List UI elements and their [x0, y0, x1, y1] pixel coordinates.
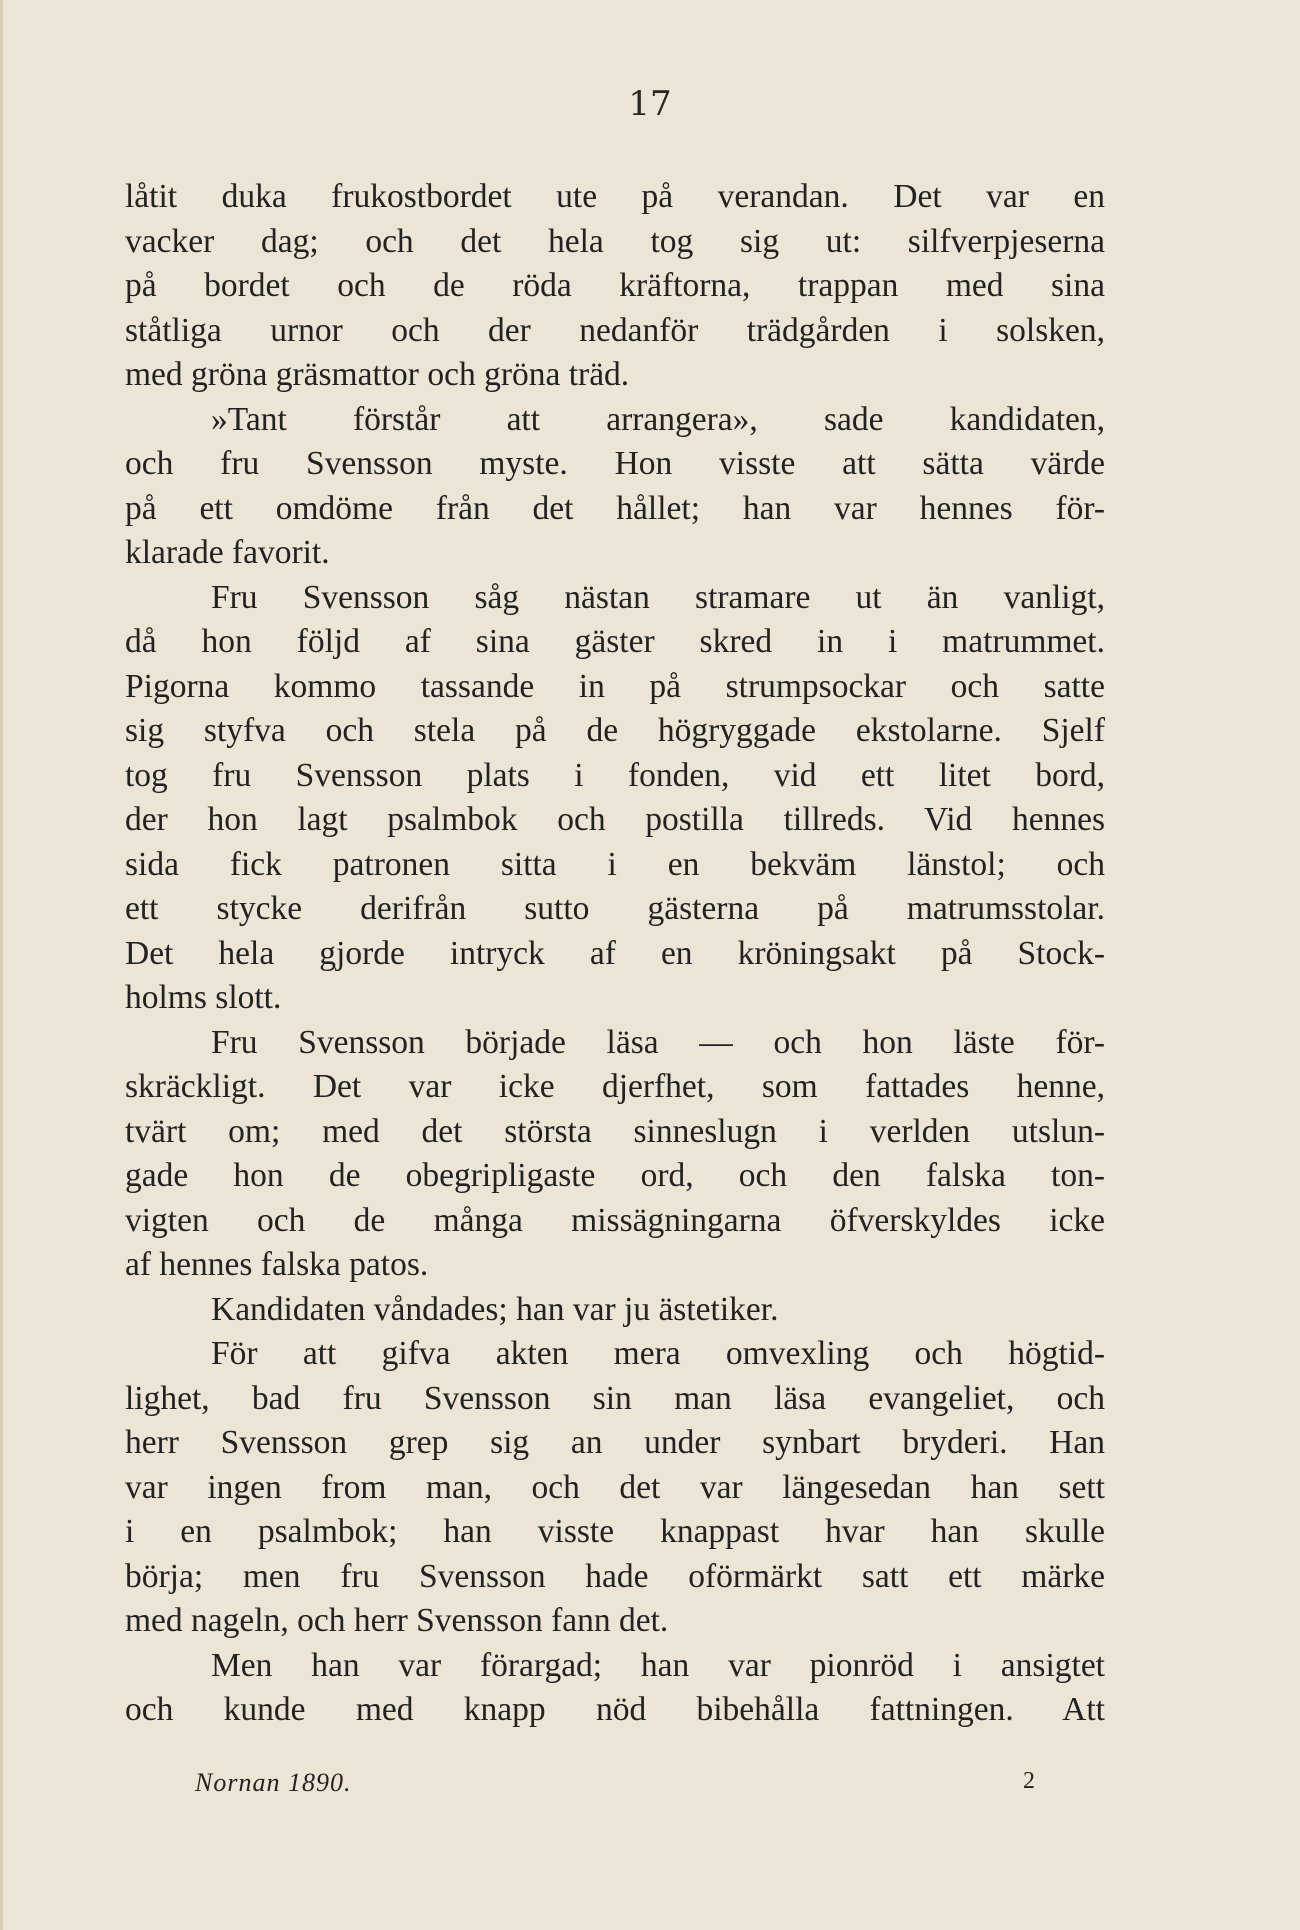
- text-line: vacker dag; och det hela tog sig ut: silfverpjeserna: [125, 222, 1105, 260]
- text-line: med gröna gräsmattor och gröna träd.: [125, 356, 630, 393]
- text-line: Kandidaten våndades; han var ju ästetiker.: [211, 1290, 779, 1328]
- text-line: sida fick patronen sitta i en bekväm länstol; och: [125, 845, 1105, 883]
- text-line: låtit duka frukostbordet ute på verandan. Det var en: [125, 178, 1105, 215]
- text-line: sig styfva och stela på de högryggade ekstolarne. Sjelf: [125, 712, 1105, 749]
- text-line: tog fru Svensson plats i fonden, vid ett litet bord,: [125, 756, 1105, 794]
- footer-signature-mark: 2: [1023, 1768, 1035, 1794]
- text-line: Fru Svensson började läsa — och hon läste för-: [211, 1023, 1105, 1061]
- text-line: klarade favorit.: [125, 534, 330, 571]
- text-line: på bordet och de röda kräftorna, trappan med sina: [125, 267, 1105, 304]
- text-line: Fru Svensson såg nästan stramare ut än vanligt,: [211, 578, 1105, 616]
- text-line: lighet, bad fru Svensson sin man läsa evangeliet, och: [125, 1379, 1105, 1417]
- text-line: af hennes falska patos.: [125, 1246, 429, 1283]
- text-line: på ett omdöme från det hållet; han var hennes för-: [125, 489, 1105, 527]
- text-line: skräckligt. Det var icke djerfhet, som fattades henne,: [125, 1068, 1105, 1105]
- text-line: och fru Svensson myste. Hon visste att sätta värde: [125, 445, 1105, 482]
- text-line: var ingen from man, och det var längesedan han sett: [125, 1468, 1105, 1506]
- text-line: »Tant förstår att arrangera», sade kandidaten,: [211, 400, 1105, 438]
- text-line: då hon följd af sina gäster skred in i matrummet.: [125, 623, 1105, 660]
- text-line: Pigorna kommo tassande in på strumpsockar och satte: [125, 667, 1105, 705]
- text-line: der hon lagt psalmbok och postilla tillreds. Vid hennes: [125, 801, 1105, 838]
- text-line: Det hela gjorde intryck af en kröningsakt på Stock-: [125, 934, 1105, 972]
- text-line: och kunde med knapp nöd bibehålla fattningen. Att: [125, 1691, 1105, 1728]
- page-footer: [195, 1768, 1035, 1808]
- text-line: herr Svensson grep sig an under synbart bryderi. Han: [125, 1424, 1105, 1461]
- footer-publication: Nornan 1890.: [195, 1768, 352, 1797]
- text-line: vigten och de många missägningarna öfverskyldes icke: [125, 1201, 1105, 1239]
- page-edge-left: [0, 0, 3, 1930]
- text-line: holms slott.: [125, 979, 282, 1016]
- body-text: [125, 175, 1105, 1733]
- text-line: med nageln, och herr Svensson fann det.: [125, 1602, 669, 1639]
- text-line: tvärt om; med det största sinneslugn i verlden utslun-: [125, 1112, 1105, 1150]
- text-line: i en psalmbok; han visste knappast hvar han skulle: [125, 1513, 1105, 1550]
- text-line: Men han var förargad; han var pionröd i ansigtet: [211, 1646, 1105, 1684]
- text-line: börja; men fru Svensson hade oförmärkt satt ett märke: [125, 1557, 1105, 1595]
- text-line: ståtliga urnor och der nedanför trädgården i solsken,: [125, 311, 1105, 349]
- page-number: 17: [628, 84, 672, 124]
- text-line: För att gifva akten mera omvexling och högtid-: [211, 1335, 1105, 1372]
- text-line: gade hon de obegripligaste ord, och den falska ton-: [125, 1157, 1105, 1194]
- text-line: ett stycke derifrån sutto gästerna på matrumsstolar.: [125, 890, 1105, 927]
